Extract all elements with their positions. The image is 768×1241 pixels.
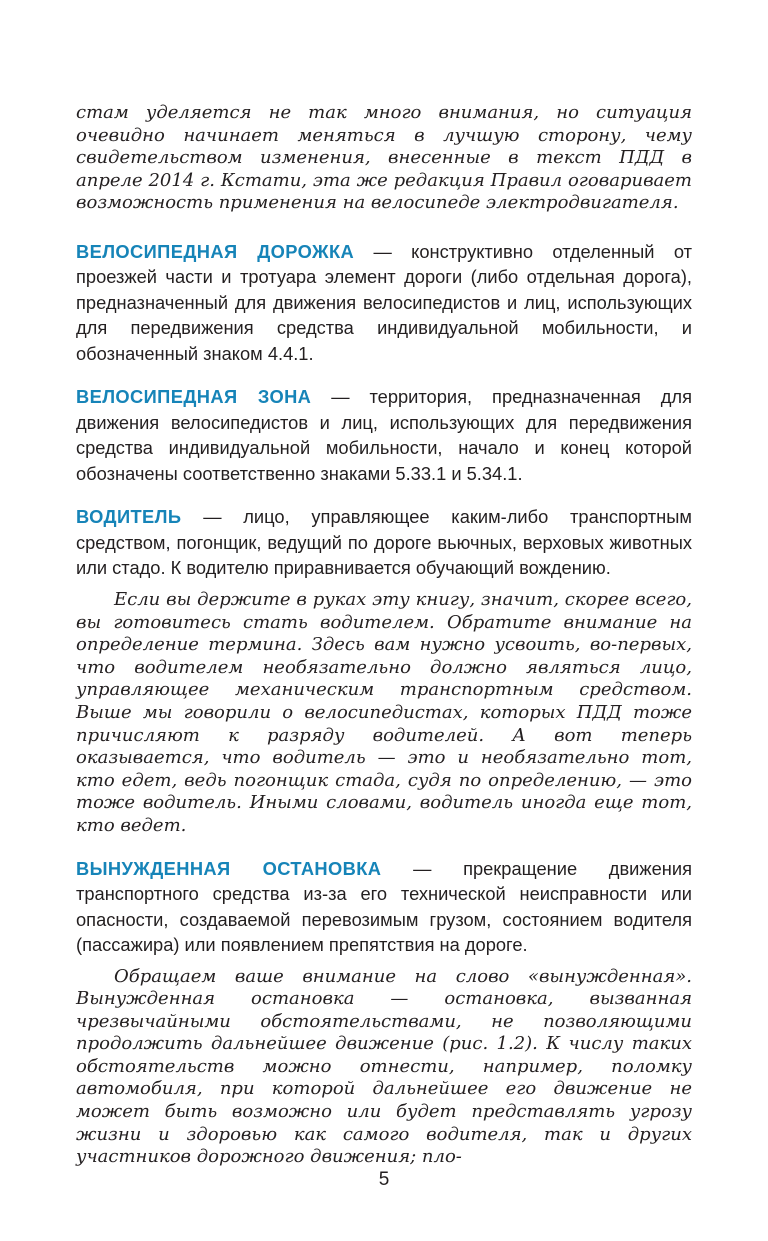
forced-stop-comment: Обращаем ваше внимание на слово «вынужденная». Вынужденная остановка — остановка, вызванная чрезвычайными обстоятельствами, не позволяющими продолжить дальнейшее движение (рис. 1.2). К числу таких обстоятельств можно отнести, например, поломку автомобиля, при которой дальнейшее его движение не может быть возможно или будет представлять угрозу жизни и здоровью как самого водителя, так и других участников дорожного движения; пло- — [76, 965, 692, 1168]
book-page — [76, 102, 692, 1169]
term-bicycle-zone: ВЕЛОСИПЕДНАЯ ЗОНА — [76, 386, 312, 408]
definition-driver — [76, 504, 692, 581]
definition-text: — территория, предназначенная для движения велосипедистов и лиц, использующих для передвижения средства индивидуальной мобильности, начало и конец которой обозначены соответственно знаками 5.33.1 и 5.34.1. — [76, 386, 692, 484]
definition-bicycle-lane — [76, 239, 692, 367]
page-number: 5 — [378, 1169, 390, 1190]
term-driver: ВОДИТЕЛЬ — [76, 506, 182, 528]
definition-text: — прекращение движения транспортного средства из-за его технической неисправности или опасности, создаваемой перевозимым грузом, состоянием водителя (пассажира) или появлением препятствия на дороге. — [76, 857, 692, 955]
term-bicycle-lane: ВЕЛОСИПЕДНАЯ ДОРОЖКА — [76, 240, 355, 262]
definition-text: — конструктивно отделенный от проезжей части и тротуара элемент дороги (либо отдельная дорога), предназначенный для движения велосипедистов и лиц, использующих для передвижения средства индивидуальной мобильности, и обозначенный знаком 4.4.1. — [76, 240, 693, 364]
term-forced-stop: ВЫНУЖДЕННАЯ ОСТАНОВКА — [76, 857, 382, 879]
definition-forced-stop — [76, 856, 692, 958]
definition-bicycle-zone — [76, 384, 692, 486]
intro-comment: стам уделяется не так много внимания, но ситуация очевидно начинает меняться в лучшую сторону, чему свидетельством изменения, внесенные в текст ПДД в апреле 2014 г. Кстати, эта же редакция Правил оговаривает возможность применения на велосипеде электродвигателя. — [76, 102, 692, 214]
driver-comment: Если вы держите в руках эту книгу, значит, скорее всего, вы готовитесь стать водителем. Обратите внимание на определение термина. Здесь вам нужно усвоить, во-первых, что водителем необязательно должно являться лицо, управляющее механическим транспортным средством. Выше мы говорили о велосипедистах, которых ПДД тоже причисляют к разряду водителей. А вот теперь оказывается, что водитель — это и необязательно тот, кто едет, ведь погонщик стада, судя по определению, — это тоже водитель. Иными словами, водитель иногда еще тот, кто ведет. — [76, 588, 692, 836]
definition-text: — лицо, управляющее каким-либо транспортным средством, погонщик, ведущий по дороге вьючных, верховых животных или стадо. К водителю приравнивается обучающий вождению. — [76, 506, 692, 579]
